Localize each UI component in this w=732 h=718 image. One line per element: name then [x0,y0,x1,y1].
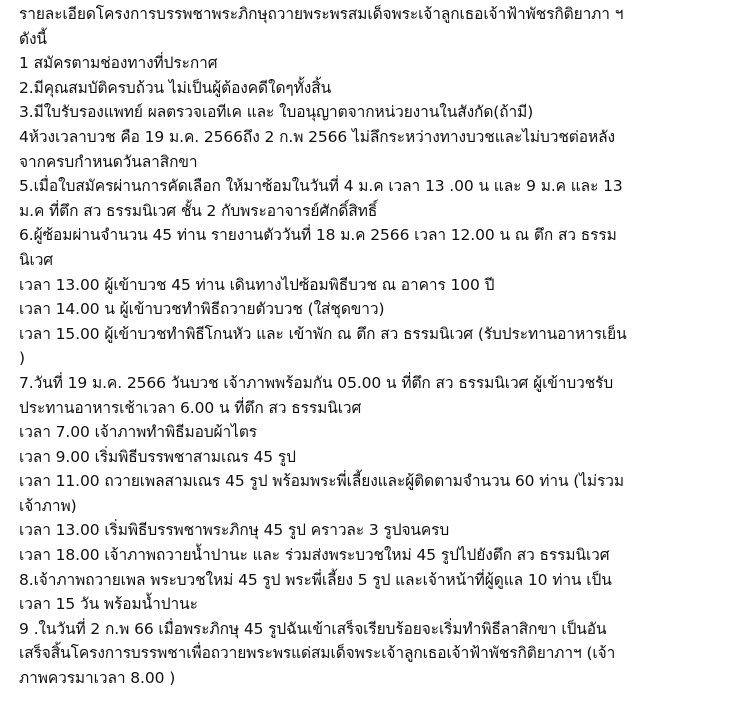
text-line: เวลา 13.00 ผู้เข้าบวช 45 ท่าน เดินทางไปซ้อมพิธีบวช ณ อาคาร 100 ปี [19,275,495,294]
text-line: ) [19,349,25,368]
text-line: เวลา 11.00 ถวายเพลสามเณร 45 รูป พร้อมพระพี่เลี้ยงและผู้ติดตามจำนวน 60 ท่าน (ไม่รวม [19,472,624,491]
text-line: เวลา 15.00 ผู้เข้าบวชทำพิธีโกนหัว และ เข้าพัก ณ ตึก สว ธรรมนิเวศ (รับประทานอาหารเย็น [19,324,627,343]
text-line: จากครบกำหนดวันลาสิกขา [19,152,198,171]
text-line: เวลา 18.00 เจ้าภาพถวายน้ำปานะ และ ร่วมส่งพระบวชใหม่ 45 รูปไปยังตึก สว ธรรมนิเวศ [19,546,610,565]
text-line: เวลา 9.00 เริ่มพิธีบรรพชาสามเณร 45 รูป [19,447,296,466]
text-line: 6.ผู้ซ้อมผ่านจำนวน 45 ท่าน รายงานตัววันที่ 18 ม.ค 2566 เวลา 12.00 น ณ ตึก สว ธรรม [19,226,617,245]
text-line: นิเวศ [19,250,54,269]
text-line: เวลา 7.00 เจ้าภาพทำพิธีมอบผ้าไตร [19,423,258,442]
text-line: ดังนี้ [19,29,47,48]
text-line: 1 สมัครตามช่องทางที่ประกาศ [19,54,218,73]
text-line: ภาพควรมาเวลา 8.00 ) [19,669,176,688]
text-line: เจ้าภาพ) [19,496,77,515]
text-line: ประทานอาหารเช้าเวลา 6.00 น ที่ตึก สว ธรรมนิเวศ [19,398,362,417]
text-line: เวลา 13.00 เริ่มพิธีบรรพชาพระภิกษุ 45 รูป คราวละ 3 รูปจนครบ [19,521,450,540]
document-title-line: รายละเอียดโครงการบรรพชาพระภิกษุถวายพระพรสมเด็จพระเจ้าลูกเธอเจ้าฟ้าพัชรกิติยาภา ฯ [19,5,624,23]
text-line: 5.เมื่อใบสมัครผ่านการคัดเลือก ให้มาซ้อมในวันที่ 4 ม.ค เวลา 13 .00 น และ 9 ม.ค และ 13 [19,177,623,196]
text-line: 7.วันที่ 19 ม.ค. 2566 วันบวช เจ้าภาพพร้อมกัน 05.00 น ที่ตึก สว ธรรมนิเวศ ผู้เข้าบวชรับ [19,373,614,392]
text-line: เวลา 15 วัน พร้อมน้ำปานะ [19,595,198,614]
text-line: 2.มีคุณสมบัติครบถ้วน ไม่เป็นผู้ต้องคดีใดๆทั้งสิ้น [19,78,332,97]
text-line: 3.มีใบรับรองแพทย์ ผลตรวจเอทีเค และ ใบอนุญาตจากหน่วยงานในสังกัด(ถ้ามี) [19,103,534,122]
text-line: ม.ค ที่ตึก สว ธรรมนิเวศ ชั้น 2 กับพระอาจารย์ศักดิ์สิทธิ์ [19,201,378,220]
text-line: เวลา 14.00 น ผู้เข้าบวชทำพิธีถวายตัวบวช (ใส่ชุดขาว) [19,300,385,319]
text-line: เสร็จสิ้นโครงการบรรพชาเพื่อถวายพระพรแด่สมเด็จพระเจ้าลูกเธอเจ้าฟ้าพัชรกิติยาภาฯ (เจ้า [19,644,616,663]
text-line: 9 .ในวันที่ 2 ก.พ 66 เมื่อพระภิกษุ 45 รูปฉันเข้าเสร็จเรียบร้อยจะเริ่มทำพิธีลาสิกขา เป็นอัน [19,619,607,638]
text-line: 4ห้วงเวลาบวช คือ 19 ม.ค. 2566ถึง 2 ก.พ 2566 ไม่ลึกระหว่างทางบวชและไม่บวชต่อหลัง [19,127,615,146]
text-line: 8.เจ้าภาพถวายเพล พระบวชใหม่ 45 รูป พระพี่เลี้ยง 5 รูป และเจ้าหน้าที่ผู้ดูแล 10 ท่าน เป็น [19,570,612,589]
